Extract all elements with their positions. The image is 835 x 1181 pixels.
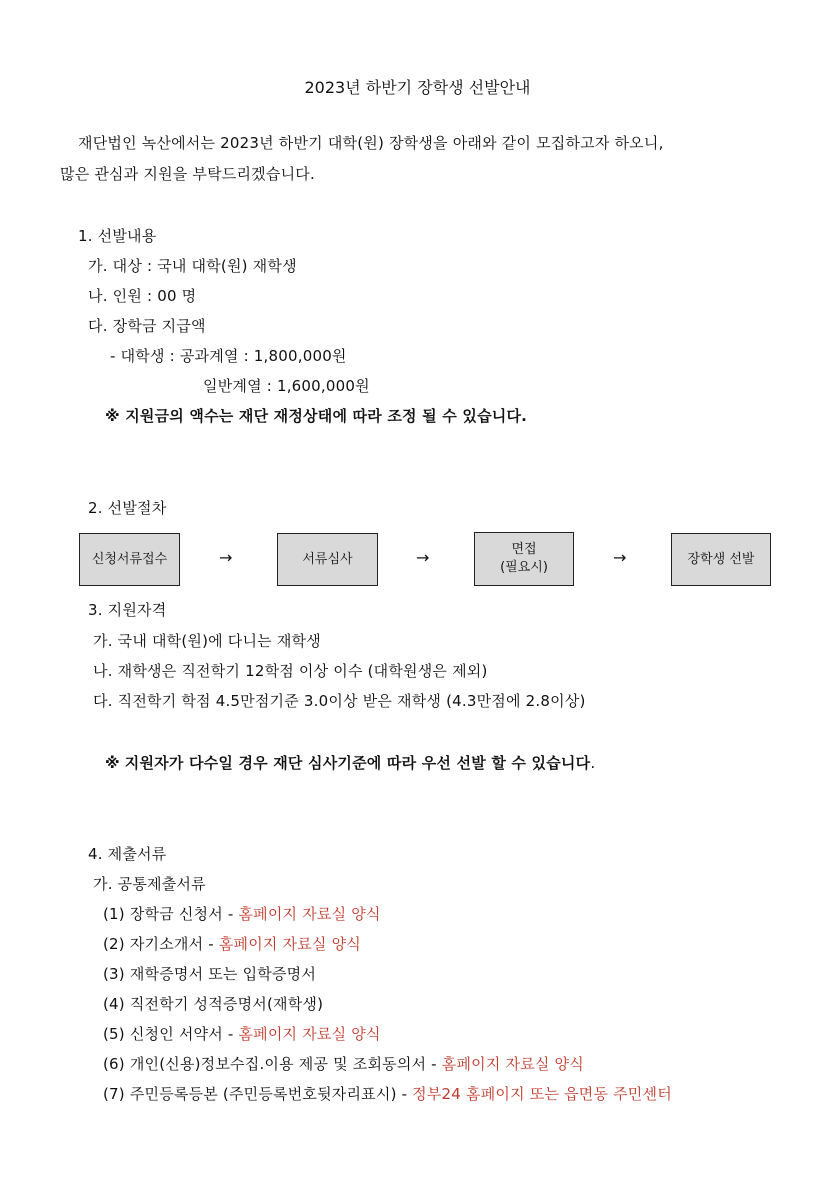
arrow-icon: → bbox=[613, 548, 627, 567]
page-title: 2023년 하반기 장학생 선발안내 bbox=[304, 78, 531, 97]
section-3-note bbox=[105, 753, 595, 773]
document-label: (3) 재학증명서 또는 입학증명서 bbox=[103, 965, 317, 983]
document-source: 홈페이지 자료실 양식 bbox=[238, 1025, 381, 1043]
document-item bbox=[103, 934, 361, 954]
section-1-note: ※ 지원금의 액수는 재단 재정상태에 따라 조정 될 수 있습니다. bbox=[105, 407, 528, 425]
arrow-icon: → bbox=[219, 548, 233, 567]
document-source: 홈페이지 자료실 양식 bbox=[238, 905, 381, 923]
intro-line-2: 많은 관심과 지원을 부탁드리겠습니다. bbox=[60, 165, 315, 183]
step-selection bbox=[671, 533, 771, 586]
step-interview-note: (필요시) bbox=[500, 560, 548, 575]
common-documents-heading: 가. 공통제출서류 bbox=[93, 875, 206, 893]
document-label: (2) 자기소개서 - bbox=[103, 935, 219, 953]
arrow-icon: → bbox=[416, 548, 430, 567]
document-item bbox=[103, 1084, 672, 1104]
target-line: 가. 대상 : 국내 대학(원) 재학생 bbox=[88, 257, 297, 275]
document-label: (1) 장학금 신청서 - bbox=[103, 905, 239, 923]
amount-heading: 다. 장학금 지급액 bbox=[88, 317, 206, 335]
step-document-review-label: 서류심사 bbox=[302, 551, 353, 567]
count-line: 나. 인원 : 00 명 bbox=[88, 287, 197, 305]
qualification-item: 가. 국내 대학(원)에 다니는 재학생 bbox=[93, 632, 321, 650]
document-item bbox=[103, 994, 323, 1014]
document-item bbox=[103, 1024, 381, 1044]
document-item bbox=[103, 1054, 584, 1074]
section-4-heading: 4. 제출서류 bbox=[88, 845, 167, 863]
step-interview bbox=[474, 532, 574, 586]
amount-general: 일반계열 : 1,600,000원 bbox=[203, 377, 370, 395]
amount-engineering: - 대학생 : 공과계열 : 1,800,000원 bbox=[110, 347, 347, 365]
section-3-heading: 3. 지원자격 bbox=[88, 601, 167, 619]
step-interview-label: 면접 bbox=[511, 542, 537, 557]
intro-line-1: 재단법인 녹산에서는 2023년 하반기 대학(원) 장학생을 아래와 같이 모집하고자 하오니, bbox=[78, 134, 664, 152]
section-2-heading: 2. 선발절차 bbox=[88, 499, 167, 517]
step-document-review bbox=[277, 533, 378, 586]
note-end: . bbox=[590, 754, 596, 772]
note-bold-text: 지원자가 다수일 경우 재단 심사기준에 따라 우선 선발 할 수 있습니다 bbox=[124, 754, 591, 772]
document-source: 홈페이지 자료실 양식 bbox=[441, 1055, 584, 1073]
qualification-item: 나. 재학생은 직전학기 12학점 이상 이수 (대학원생은 제외) bbox=[93, 662, 488, 680]
document-source: 홈페이지 자료실 양식 bbox=[218, 935, 361, 953]
note-mark: ※ bbox=[105, 754, 120, 772]
document-item bbox=[103, 904, 381, 924]
step-selection-label: 장학생 선발 bbox=[687, 551, 755, 567]
document-label: (4) 직전학기 성적증명서(재학생) bbox=[103, 995, 324, 1013]
section-1-heading: 1. 선발내용 bbox=[78, 227, 157, 245]
document-label: (6) 개인(신용)정보수집.이용 제공 및 조회동의서 - bbox=[103, 1055, 442, 1073]
document-item bbox=[103, 964, 316, 984]
document-label: (5) 신청인 서약서 - bbox=[103, 1025, 239, 1043]
qualification-item: 다. 직전학기 학점 4.5만점기준 3.0이상 받은 재학생 (4.3만점에 2.8이상) bbox=[93, 692, 586, 710]
step-application bbox=[79, 533, 180, 586]
document-label: (7) 주민등록등본 (주민등록번호뒷자리표시) - bbox=[103, 1085, 413, 1103]
step-application-label: 신청서류접수 bbox=[91, 551, 168, 567]
document-source: 정부24 홈페이지 또는 읍면동 주민센터 bbox=[412, 1085, 672, 1103]
